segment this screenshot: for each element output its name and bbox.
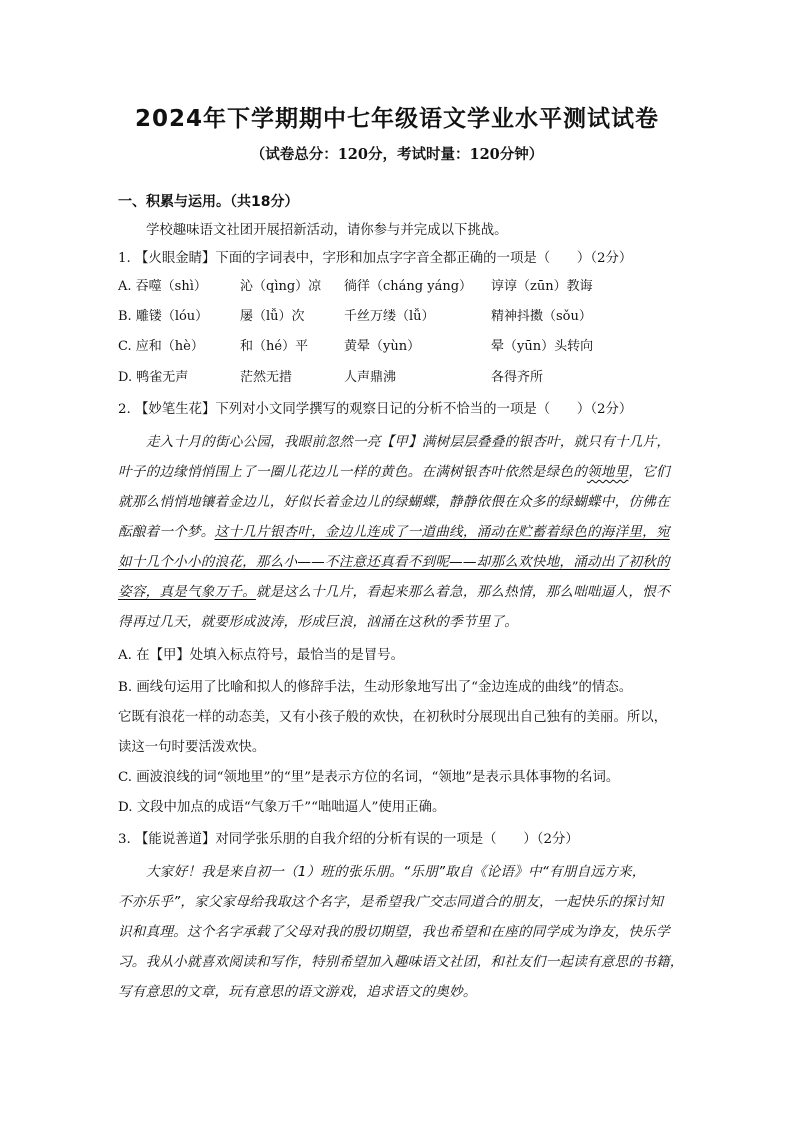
q1-d-1: D. 鸭雀无声 (118, 370, 189, 385)
q2-option-d: D. 文段中加点的成语“气象万千”“咄咄逼人”使用正确。 (118, 800, 446, 815)
passage-line (118, 522, 676, 542)
q1-a-4: 谆谆（zūn）教诲 (491, 279, 593, 294)
q1-d-4: 各得齐所 (491, 370, 544, 385)
passage-line: 得再过几天，就要形成波涛，形成巨浪，汹涌在这秋的季节里了。 (118, 614, 519, 630)
q1-d-2: 茫然无措 (240, 370, 293, 385)
q1-c-1: C. 应和（hè） (118, 339, 204, 354)
q1-a-1: A. 吞噬（shì） (118, 279, 207, 294)
passage-line: 习。我从小就喜欢阅读和写作，特别希望加入趣味语文社团，和社友们一起读有意思的书籍， (118, 954, 684, 970)
wavy-underlined-word: 领地里 (586, 464, 629, 480)
underlined-sentence: 这十几片银杏叶，金边儿连成了一道曲线，涌动在贮蓄着绿色的海洋里，宛 (214, 524, 670, 540)
q1-c-3: 黄晕（yùn） (344, 339, 421, 354)
passage-line: 就那么悄悄地镶着金边儿，好似长着金边儿的绿蝴蝶，静静依偎在众多的绿蝴蝶中，仿佛在 (118, 494, 670, 510)
passage-text: 就是这么十几片，看起来那么着急，那么热情，那么咄咄逼人，恨不 (255, 584, 670, 600)
passage-line (118, 462, 676, 482)
section-intro: 学校趣味语文社团开展招新活动，请你参与并完成以下挑战。 (146, 223, 508, 238)
page-subtitle: （试卷总分：120分，考试时量：120分钟） (250, 146, 544, 163)
passage-text: 酝酿着一个梦。 (118, 524, 215, 540)
passage-line (118, 582, 676, 602)
q1-c-2: 和（hé）平 (240, 339, 309, 354)
page-title: 2024年下学期期中七年级语文学业水平测试试卷 (134, 106, 659, 132)
q2-stem: 2. 【妙笔生花】下列对小文同学撰写的观察日记的分析不恰当的一项是（ ）（2分） (118, 402, 633, 417)
q3-stem: 3. 【能说善道】对同学张乐朋的自我介绍的分析有误的一项是（ ）（2分） (118, 832, 579, 847)
passage-line: 走入十月的街心公园，我眼前忽然一亮【甲】满树层层叠叠的银杏叶，就只有十几片， (146, 434, 671, 450)
q2-option-b-cont: 它既有浪花一样的动态美，又有小孩子般的欢快，在初秋时分展现出自己独有的美丽。所以， (118, 710, 668, 725)
q2-option-b-cont: 读这一句时要活泼欢快。 (118, 740, 266, 755)
section-heading: 一、积累与运用。（共18分） (118, 194, 299, 210)
q1-c-4: 晕（yūn）头转向 (491, 339, 594, 354)
q1-b-1: B. 雕镂（lóu） (118, 309, 209, 324)
q1-stem: 1. 【火眼金睛】下面的字词表中，字形和加点字字音全都正确的一项是（ ）（2分） (118, 251, 633, 266)
q2-option-a: A. 在【甲】处填入标点符号，最恰当的是冒号。 (118, 648, 404, 663)
q1-d-3: 人声鼎沸 (344, 370, 397, 385)
q2-option-b: B. 画线句运用了比喻和拟人的修辞手法，生动形象地写出了“金边连成的曲线”的情态。 (118, 680, 633, 695)
q1-b-3: 千丝万缕（lǚ） (344, 309, 435, 324)
underlined-sentence: 姿容，真是气象万千。 (118, 584, 256, 600)
q1-a-2: 沁（qìng）凉 (240, 279, 322, 294)
passage-line: 写有意思的文章，玩有意思的语文游戏，追求语文的奥妙。 (118, 984, 477, 1000)
passage-text: ，它们 (628, 464, 670, 480)
passage-line: 识和真理。这个名字承载了父母对我的殷切期望，我也希望和在座的同学成为诤友，快乐学 (118, 924, 670, 940)
passage-text: 叶子的边缘悄悄围上了一圈儿花边儿一样的黄色。在满树银杏叶依然是绿色的 (118, 464, 587, 480)
q1-b-4: 精神抖擞（sǒu） (491, 309, 592, 324)
passage-line: 大家好！我是来自初一（1）班的张乐朋。“乐朋”取自《论语》中“有朋自远方来， (146, 864, 646, 880)
q1-b-2: 屡（lǚ）次 (240, 309, 305, 324)
passage-line: 不亦乐乎”，家父家母给我取这个名字，是希望我广交志同道合的朋友，一起快乐的探讨知 (118, 894, 664, 910)
underlined-sentence: 如十几个小小的浪花，那么小——不注意还真看不到呢——却那么欢快地，涌动出了初秋的 (118, 554, 670, 570)
q1-a-3: 徜徉（cháng yáng） (344, 279, 473, 294)
q2-option-c: C. 画波浪线的词“领地里”的“里”是表示方位的名词，“领地”是表示具体事物的名词。 (118, 770, 620, 785)
